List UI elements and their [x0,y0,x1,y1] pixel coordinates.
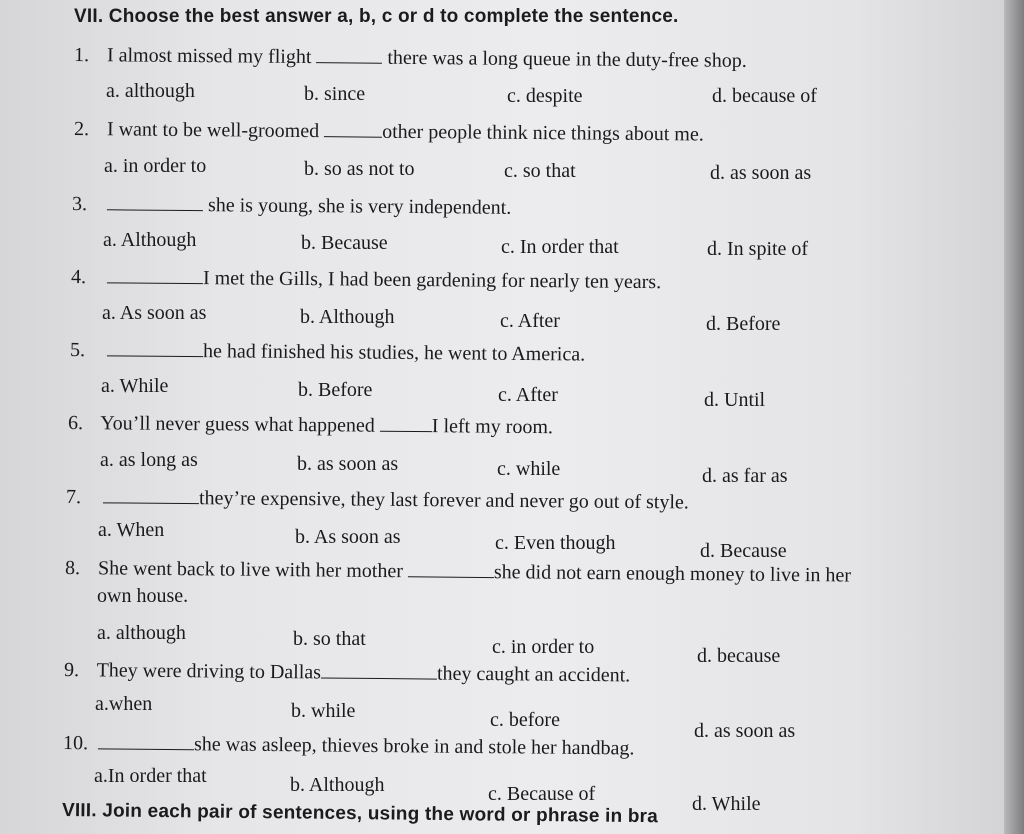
question-text-before: You’ll never guess what happened [100,412,375,437]
option-d[interactable]: d. Until [704,389,766,411]
option-a[interactable]: a.when [95,693,153,715]
option-b[interactable]: b. so that [293,628,366,650]
option-d[interactable]: d. as soon as [694,720,796,742]
answer-blank[interactable] [103,488,199,504]
option-a[interactable]: a. While [101,375,169,397]
answer-blank[interactable] [107,195,203,211]
option-b[interactable]: b. Although [300,306,395,328]
question-4 [71,266,661,294]
option-a[interactable]: a. in order to [104,155,207,177]
question-text-after: other people think nice things about me. [382,120,704,146]
question-text-after: she was asleep, thieves broke in and stole her handbag. [193,733,635,760]
question-2 [74,118,704,146]
option-c[interactable]: c. After [500,310,560,332]
question-9 [64,659,630,687]
question-text-after: she is young, she is very independent. [207,194,512,219]
question-text-before: She went back to live with her mother [97,557,404,583]
answer-blank[interactable] [324,122,382,138]
option-a[interactable]: a. As soon as [102,302,207,324]
question-number: 7. [65,486,82,509]
option-d[interactable]: d. because of [712,85,817,107]
question-number: 1. [73,44,90,67]
option-d[interactable]: d. While [692,793,761,815]
answer-blank[interactable] [107,268,203,284]
option-b[interactable]: b. As soon as [295,526,401,548]
answer-blank[interactable] [408,562,494,578]
option-c[interactable]: c. despite [507,85,583,107]
option-d[interactable]: d. Before [706,313,781,335]
option-b[interactable]: b. Because [301,232,388,254]
question-5 [70,339,585,366]
option-a[interactable]: a. Although [103,229,197,251]
option-b[interactable]: b. Before [298,379,373,401]
question-text-before: They were driving to Dallas [96,659,322,684]
section-viii-heading: VIII. Join each pair of sentences, using the word or phrase in bra [61,800,659,828]
option-b[interactable]: b. since [304,83,366,105]
answer-blank[interactable] [321,663,437,679]
option-a[interactable]: a. as long as [100,449,198,471]
option-c[interactable]: c. After [498,384,558,406]
question-10 [63,732,635,760]
option-a[interactable]: a. although [106,80,195,102]
page-edge-shadow [1004,0,1024,834]
question-3 [72,193,511,220]
question-number: 4. [70,266,87,289]
question-number: 8. [64,557,81,580]
question-text-after: there was a long queue in the duty-free shop. [387,46,747,72]
option-d[interactable]: d. as far as [702,465,788,487]
option-c[interactable]: c. while [497,458,561,480]
question-text-before: I want to be well-groomed [106,118,320,143]
question-1 [74,44,747,73]
question-number: 6. [67,412,84,435]
question-number: 5. [69,339,86,362]
option-c[interactable]: c. so that [504,160,576,182]
option-d[interactable]: d. as soon as [710,162,812,184]
answer-blank[interactable] [316,48,382,64]
option-c[interactable]: c. in order to [492,636,595,658]
option-a[interactable]: a.In order that [94,765,207,787]
question-number: 2. [73,118,90,141]
question-number: 9. [63,659,80,682]
option-d[interactable]: d. Because [700,540,787,562]
question-number: 3. [71,193,88,216]
question-8-continuation: own house. [97,585,189,607]
question-6 [68,412,553,439]
answer-blank[interactable] [98,734,194,750]
option-c[interactable]: c. Because of [488,783,596,805]
question-text-after: I met the Gills, I had been gardening for nearly ten years. [202,267,662,294]
question-text-after: she did not earn enough money to live in her [493,561,852,587]
option-b[interactable]: b. as soon as [297,453,399,475]
section-vii-heading: VII. Choose the best answer a, b, c or d to complete the sentence. [74,6,679,27]
question-number: 10. [62,732,89,755]
question-7 [66,486,689,514]
option-b[interactable]: b. while [291,700,356,722]
question-text-after: they caught an accident. [436,662,631,687]
question-text-after: I left my room. [431,415,554,439]
option-c[interactable]: c. before [490,709,560,731]
answer-blank[interactable] [107,341,203,357]
answer-blank[interactable] [380,417,432,432]
option-c[interactable]: c. Even though [495,532,616,554]
option-d[interactable]: d. because [697,645,781,667]
option-b[interactable]: b. Although [290,774,385,796]
option-a[interactable]: a. When [98,519,165,541]
option-c[interactable]: c. In order that [501,236,619,258]
option-b[interactable]: b. so as not to [304,158,415,180]
option-d[interactable]: d. In spite of [707,238,809,260]
question-text-after: they’re expensive, they last forever and never go out of style. [198,487,689,514]
option-a[interactable]: a. although [97,622,186,644]
question-text-before: I almost missed my flight [106,44,312,69]
question-text-after: he had finished his studies, he went to America. [202,340,586,366]
